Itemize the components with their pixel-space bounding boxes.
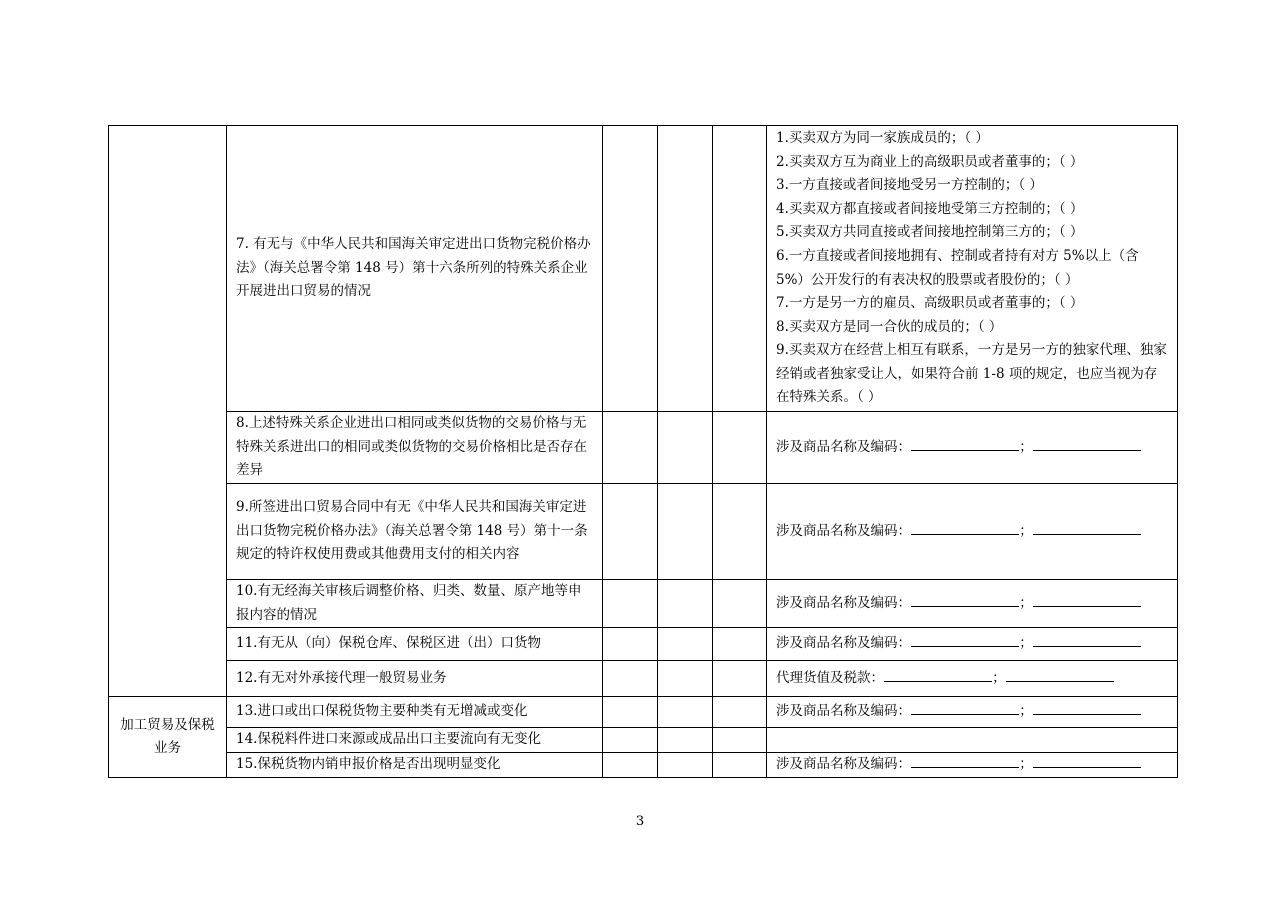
answer-cell[interactable]: [713, 728, 767, 753]
answer-cell[interactable]: [658, 412, 713, 484]
table-row-11: [109, 628, 1178, 661]
answer-cell[interactable]: [658, 728, 713, 753]
answer-cell[interactable]: [603, 697, 658, 728]
separator: ；: [1019, 438, 1033, 455]
fill-blank[interactable]: [884, 668, 992, 682]
page-number: 3: [635, 814, 645, 829]
option-6: 6.一方直接或者间接地拥有、控制或者持有对方 5%以上（含 5%）公开发行的有表决权的股票或者股份的；（ ）: [776, 247, 1139, 288]
table-row-9: [109, 484, 1178, 580]
note-cell: [767, 628, 1178, 661]
answer-cell[interactable]: [603, 412, 658, 484]
separator: ；: [992, 669, 1006, 686]
item-14: 14.保税料件进口来源或成品出口主要流向有无变化: [227, 728, 603, 753]
fill-blank[interactable]: [1033, 701, 1141, 715]
answer-cell[interactable]: [658, 661, 713, 697]
note-label: 涉及商品名称及编码：: [776, 594, 911, 611]
note-cell: [767, 484, 1178, 580]
category-processing-trade: 加工贸易及保税业务: [109, 697, 227, 778]
table-row-15: [109, 753, 1178, 778]
option-3: 3.一方直接或者间接地受另一方控制的；（ ）: [776, 177, 1043, 194]
option-1: 1.买卖双方为同一家族成员的；（ ）: [776, 129, 989, 146]
answer-cell[interactable]: [713, 753, 767, 778]
answer-cell[interactable]: [603, 661, 658, 697]
fill-blank[interactable]: [1033, 521, 1141, 535]
table-row-8: [109, 412, 1178, 484]
fill-blank[interactable]: [1033, 633, 1141, 647]
answer-cell[interactable]: [713, 628, 767, 661]
category-cell: [109, 126, 227, 697]
table-row-12: [109, 661, 1178, 697]
fill-blank[interactable]: [911, 754, 1019, 768]
option-8: 8.买卖双方是同一合伙的成员的；（ ）: [776, 318, 1003, 335]
special-relationship-options: [767, 126, 1178, 412]
answer-cell[interactable]: [658, 484, 713, 580]
item-15: 15.保税货物内销申报价格是否出现明显变化: [227, 753, 603, 778]
separator: ；: [1019, 522, 1033, 539]
answer-cell[interactable]: [658, 753, 713, 778]
note-cell: [767, 697, 1178, 728]
answer-cell[interactable]: [658, 697, 713, 728]
fill-blank[interactable]: [1006, 668, 1114, 682]
answer-cell[interactable]: [603, 753, 658, 778]
option-5: 5.买卖双方共同直接或者间接地控制第三方的；（ ）: [776, 224, 1084, 241]
item-8: 8.上述特殊关系企业进出口相同或类似货物的交易价格与无特殊关系进出口的相同或类似货物的交易价格相比是否存在差异: [227, 412, 603, 484]
answer-cell[interactable]: [658, 580, 713, 628]
answer-cell[interactable]: [658, 628, 713, 661]
answer-cell[interactable]: [603, 126, 658, 412]
fill-blank[interactable]: [1033, 593, 1141, 607]
item-7: 7. 有无与《中华人民共和国海关审定进出口货物完税价格办法》（海关总署令第 148 号）第十六条所列的特殊关系企业开展进出口贸易的情况: [227, 126, 603, 412]
answer-cell[interactable]: [713, 126, 767, 412]
answer-cell[interactable]: [713, 661, 767, 697]
option-2: 2.买卖双方互为商业上的高级职员或者董事的；（ ）: [776, 153, 1084, 170]
option-4: 4.买卖双方都直接或者间接地受第三方控制的；（ ）: [776, 200, 1084, 217]
note-label: 涉及商品名称及编码：: [776, 438, 911, 455]
answer-cell[interactable]: [603, 728, 658, 753]
answer-cell[interactable]: [603, 484, 658, 580]
separator: ；: [1019, 756, 1033, 773]
fill-blank[interactable]: [911, 593, 1019, 607]
item-13: 13.进口或出口保税货物主要种类有无增减或变化: [227, 697, 603, 728]
separator: ；: [1019, 703, 1033, 720]
table-row-10: [109, 580, 1178, 628]
fill-blank[interactable]: [911, 701, 1019, 715]
note-cell-empty: [767, 728, 1178, 753]
separator: ；: [1019, 635, 1033, 652]
answer-cell[interactable]: [713, 697, 767, 728]
table-row-14: [109, 728, 1178, 753]
fill-blank[interactable]: [1033, 754, 1141, 768]
answer-cell[interactable]: [603, 580, 658, 628]
table-row-7: [109, 126, 1178, 412]
note-label: 涉及商品名称及编码：: [776, 522, 911, 539]
separator: ；: [1019, 594, 1033, 611]
answer-cell[interactable]: [713, 484, 767, 580]
answer-cell[interactable]: [658, 126, 713, 412]
note-cell: [767, 412, 1178, 484]
fill-blank[interactable]: [911, 437, 1019, 451]
fill-blank[interactable]: [911, 633, 1019, 647]
fill-blank[interactable]: [911, 521, 1019, 535]
answer-cell[interactable]: [713, 412, 767, 484]
option-7: 7.一方是另一方的雇员、高级职员或者董事的；（ ）: [776, 295, 1084, 312]
answer-cell[interactable]: [603, 628, 658, 661]
note-cell: [767, 580, 1178, 628]
note-label: 涉及商品名称及编码：: [776, 756, 911, 773]
item-10: 10.有无经海关审核后调整价格、归类、数量、原产地等申报内容的情况: [227, 580, 603, 628]
note-cell: [767, 753, 1178, 778]
note-cell: [767, 661, 1178, 697]
table-row-13: [109, 697, 1178, 728]
item-9: 9.所签进出口贸易合同中有无《中华人民共和国海关审定进出口货物完税价格办法》（海关总署令第 148 号）第十一条规定的特许权使用费或其他费用支付的相关内容: [227, 484, 603, 580]
note-label: 代理货值及税款：: [776, 669, 884, 686]
note-label: 涉及商品名称及编码：: [776, 703, 911, 720]
inspection-table: [108, 125, 1178, 778]
item-11: 11.有无从（向）保税仓库、保税区进（出）口货物: [227, 628, 603, 661]
note-label: 涉及商品名称及编码：: [776, 635, 911, 652]
answer-cell[interactable]: [713, 580, 767, 628]
fill-blank[interactable]: [1033, 437, 1141, 451]
item-12: 12.有无对外承接代理一般贸易业务: [227, 661, 603, 697]
option-9: 9.买卖双方在经营上相互有联系，一方是另一方的独家代理、独家经销或者独家受让人，如果符合前 1-8 项的规定，也应当视为存在特殊关系。（ ）: [776, 342, 1167, 406]
